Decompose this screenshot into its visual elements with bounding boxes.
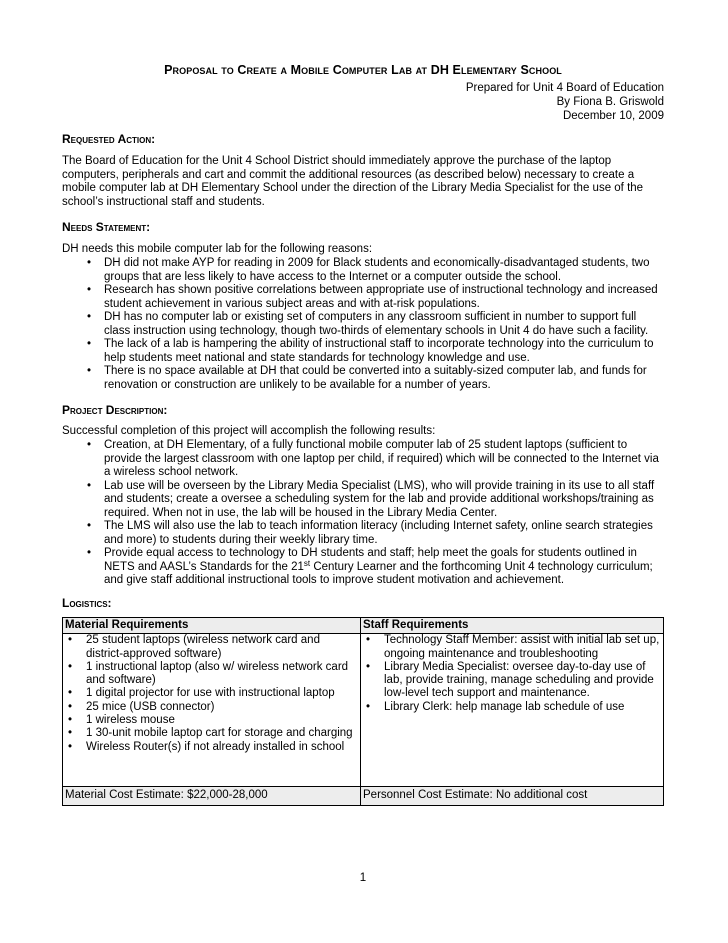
needs-statement-heading: Needs Statement: xyxy=(62,220,151,234)
requested-action-heading: Requested Action: xyxy=(62,132,156,146)
material-cell xyxy=(63,634,361,787)
list-item: • 1 instructional laptop (also w/ wireless network card and software) xyxy=(63,661,360,688)
requested-action-text: The Board of Education for the Unit 4 School District should immediately approve the purchase of the laptop computers, peripherals and cart and commit the additional resources (as described below) necessary to create a mobile computer lab at DH Elementary School under the direction of the Library Media Specialist for the use of the school’s instructional staff and students. xyxy=(62,155,644,208)
list-item: • Creation, at DH Elementary, of a fully functional mobile computer lab of 25 student laptops (sufficient to provide the largest classroom with one laptop per child, if required) which will be connected to the Internet via a wireless school network. xyxy=(62,439,664,480)
list-item: • Lab use will be overseen by the Library Media Specialist (LMS), who will provide training in its use to all staff and students; create a oversee a scheduling system for the lab and provide additional workshops/training as required. When not in use, the lab will be housed in the Library Media Center. xyxy=(62,480,664,521)
material-requirements-header: Material Requirements xyxy=(65,619,189,631)
list-item xyxy=(62,547,664,588)
list-item: • Library Clerk: help manage lab schedule of use xyxy=(361,701,663,714)
list-item: • DH did not make AYP for reading in 2009 for Black students and economically-disadvantaged students, two groups that are less likely to have access to the Internet or a computer outside the school. xyxy=(62,257,664,284)
logistics-table xyxy=(62,617,664,806)
project-intro: Successful completion of this project will accomplish the following results: xyxy=(62,425,436,437)
needs-intro: DH needs this mobile computer lab for the following reasons: xyxy=(62,243,373,255)
staff-list xyxy=(361,634,663,714)
author: By Fiona B. Griswold xyxy=(556,96,664,108)
list-item: • 1 digital projector for use with instructional laptop xyxy=(63,687,360,700)
table-row xyxy=(63,634,664,787)
list-item: • DH has no computer lab or existing set of computers in any classroom sufficient in number to support full class instruction using technology, though two-thirds of elementary schools in Unit 4 do have such a facility. xyxy=(62,311,664,338)
list-item: • Technology Staff Member: assist with initial lab set up, ongoing maintenance and troubleshooting xyxy=(361,634,663,661)
material-cost-cell xyxy=(63,787,361,805)
material-list xyxy=(63,634,360,754)
table-row xyxy=(63,787,664,805)
material-cost-estimate: Material Cost Estimate: $22,000-28,000 xyxy=(65,789,268,802)
ordinal-superscript: st xyxy=(303,558,311,568)
list-item: • 1 wireless mouse xyxy=(63,714,360,727)
document-date: December 10, 2009 xyxy=(562,110,664,122)
list-item: • The lack of a lab is hampering the ability of instructional staff to incorporate technology into the curriculum to help students meet national and state standards for technology knowledge and use. xyxy=(62,338,664,365)
list-item: • There is no space available at DH that could be converted into a suitably-sized computer lab, and funds for renovation or construction are unlikely to be available for a number of years. xyxy=(62,365,664,392)
project-bullet-list xyxy=(62,439,664,588)
logistics-heading: Logistics: xyxy=(62,596,112,610)
personnel-cost-estimate: Personnel Cost Estimate: No additional cost xyxy=(363,789,588,802)
prepared-block xyxy=(466,81,664,123)
personnel-cost-cell xyxy=(361,787,664,805)
list-item: • The LMS will also use the lab to teach information literacy (including Internet safety, online search strategies and more) to students during their weekly library time. xyxy=(62,520,664,547)
list-item: • 1 30-unit mobile laptop cart for storage and charging xyxy=(63,727,360,740)
list-item: • Library Media Specialist: oversee day-to-day use of lab, provide training, manage scheduling and provide low-level tech support and maintenance. xyxy=(361,661,663,701)
project-description-heading: Project Description: xyxy=(62,403,168,417)
document-title: Proposal to Create a Mobile Computer Lab at DH Elementary School xyxy=(164,63,562,77)
list-item: • Research has shown positive correlations between appropriate use of instructional technology and increased student achievement in various subject areas and with at-risk populations. xyxy=(62,284,664,311)
staff-requirements-header: Staff Requirements xyxy=(363,619,469,631)
staff-cell xyxy=(361,634,664,787)
needs-bullet-list xyxy=(62,257,664,392)
bullet-text-part: Provide equal access to technology to DH students and staff; help meet the goals for students outlined in NETS and AASL’s Standards for the 21 xyxy=(104,547,637,573)
list-item: • 25 student laptops (wireless network card and district-approved software) xyxy=(63,634,360,661)
staff-header-cell xyxy=(361,618,664,634)
page-number: 1 xyxy=(359,872,367,884)
list-item: • 25 mice (USB connector) xyxy=(63,701,360,714)
list-item: • Wireless Router(s) if not already installed in school xyxy=(63,741,360,754)
material-header-cell xyxy=(63,618,361,634)
prepared-for: Prepared for Unit 4 Board of Education xyxy=(465,82,664,94)
bullet-text-part: Century Learner and the forthcoming Unit 4 technology curriculum; and give staff additional instructional tools to improve student motivation and achievement. xyxy=(104,560,653,586)
table-header-row xyxy=(63,618,664,634)
